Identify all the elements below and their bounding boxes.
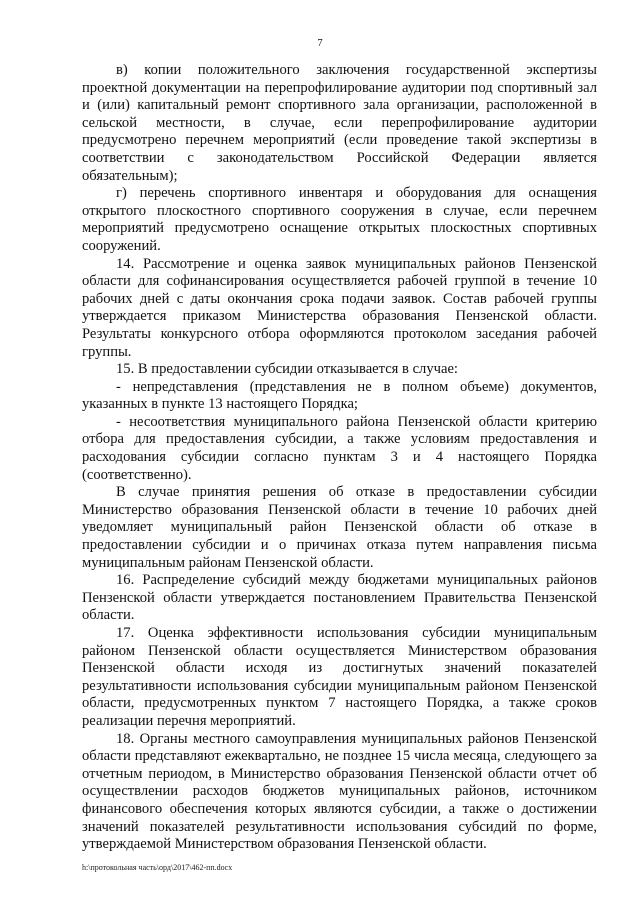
footer-file-path: h:\протокольная часть\орд\2017\462-пп.docx — [82, 863, 233, 872]
paragraph-item-v: в) копии положительного заключения государственной экспертизы проектной документации на перепрофилирование аудитории под спортивный зал и (или) капитальный ремонт спортивного зала организации, расположенной в сельской местности, в случае, если перепрофилирование аудитории предусмотрено перечнем мероприятий (если проведение такой экспертизы в соответствии с законодательством Российской Федерации является обязательным); — [82, 62, 597, 184]
paragraph-15: 15. В предоставлении субсидии отказывается в случае: — [116, 361, 458, 378]
page-number: 7 — [317, 38, 323, 49]
paragraph-14: 14. Рассмотрение и оценка заявок муниципальных районов Пензенской области для софинансирования осуществляется рабочей группой в течение 10 рабочих дней с даты окончания срока подачи заявок. Состав рабочей группы утверждается приказом Министерства образования Пензенской области. Результаты конкурсного отбора оформляются протоколом заседания рабочей группы. — [82, 255, 597, 360]
paragraph-item-g: г) перечень спортивного инвентаря и оборудования для оснащения открытого плоскостного спортивного сооружения в случае, если перечнем мероприятий предусмотрено оснащение открытых плоскостных спортивных сооружений. — [82, 185, 597, 254]
paragraph-16: 16. Распределение субсидий между бюджетами муниципальных районов Пензенской области утверждается постановлением Правительства Пензенской области. — [82, 572, 597, 624]
paragraph-18: 18. Органы местного самоуправления муниципальных районов Пензенской области представляют ежеквартально, не позднее 15 числа месяца, следующего за отчетным периодом, в Министерство образования Пензенской области отчет об осуществлении расходов бюджетов муниципальных районов, источником финансового обеспечения которых являются субсидии, а также о достижении значений показателей результативности использования субсидий по форме, утверждаемой Министерством образования Пензенской области. — [82, 730, 597, 853]
document-body — [82, 62, 597, 854]
paragraph-15-bullet-2: - несоответствия муниципального района Пензенской области критерию отбора для предоставления субсидии, а также условиям предоставления и расходования субсидии согласно пунктам 3 и 4 настоящего Порядка (соответственно). — [82, 413, 597, 483]
paragraph-refusal-notice: В случае принятия решения об отказе в предоставлении субсидии Министерство образования Пензенской области в течение 10 рабочих дней уведомляет муниципальный район Пензенской области об отказе в предоставлении субсидии и о причинах отказа путем направления письма муниципальным районам Пензенской области. — [82, 484, 597, 571]
paragraph-15-bullet-1: - непредставления (представления не в полном объеме) документов, указанных в пункте 13 настоящего Порядка; — [82, 378, 597, 413]
paragraph-17: 17. Оценка эффективности использования субсидии муниципальным районом Пензенской области осуществляется Министерством образования Пензенской области исходя из достигнутых значений показателей результативности использования субсидии муниципальным районом Пензенской области, предусмотренных пунктом 7 настоящего Порядка, а также сроков реализации перечня мероприятий. — [82, 625, 597, 729]
